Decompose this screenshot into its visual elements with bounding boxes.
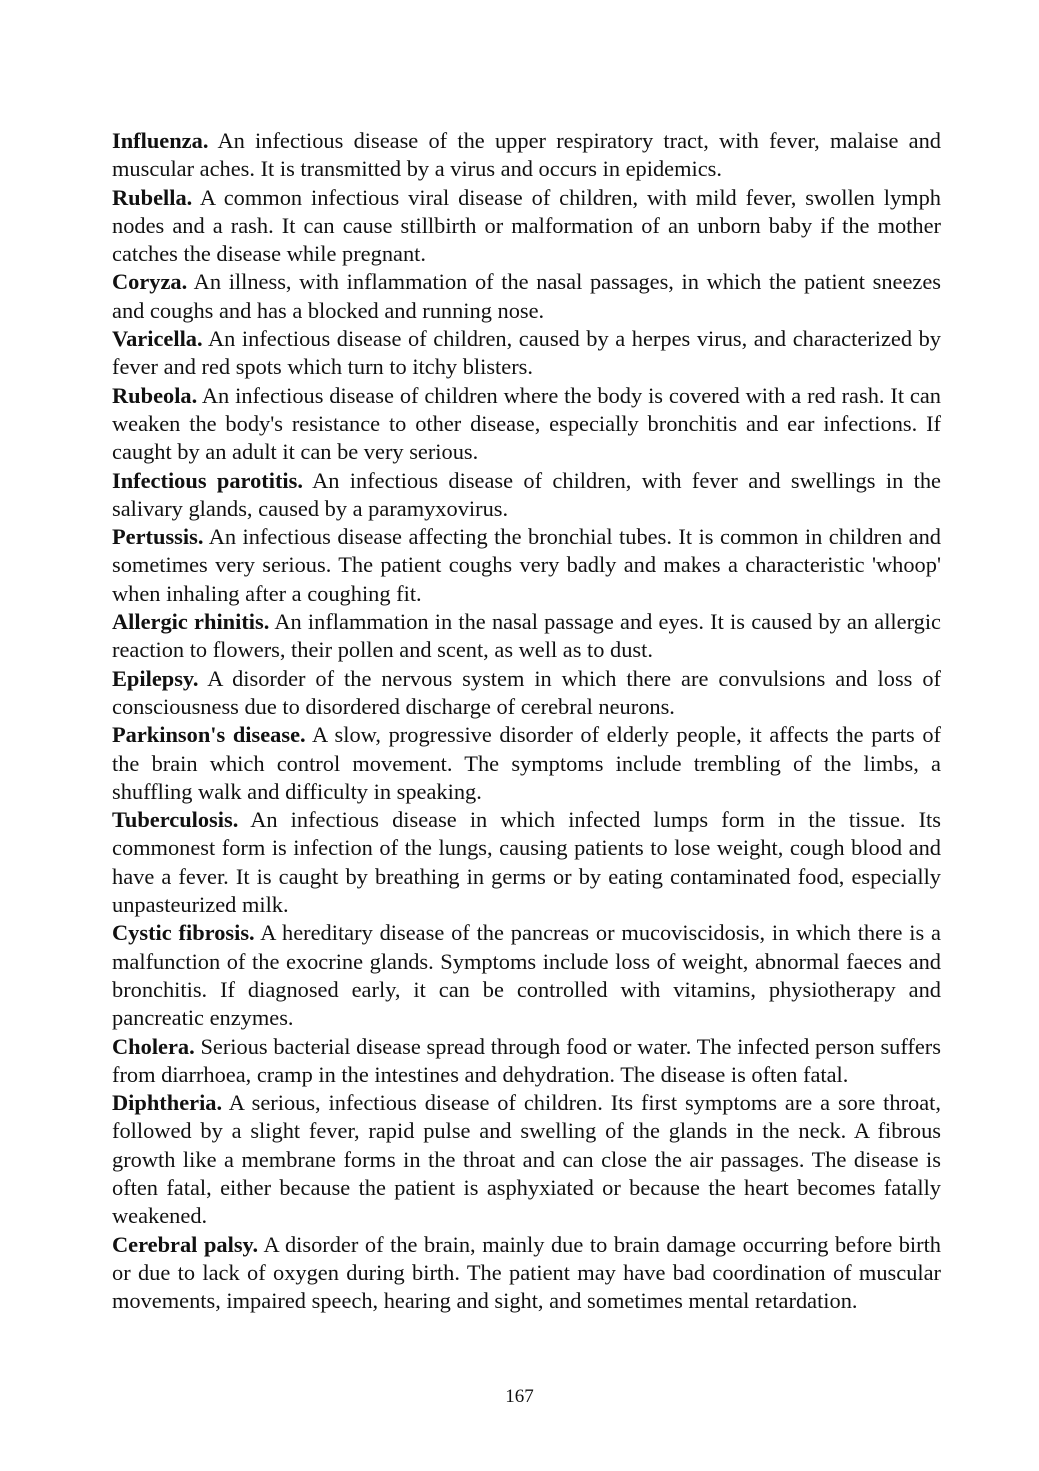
entry-coryza (112, 268, 941, 325)
entry-term: Pertussis. (112, 524, 204, 550)
entry-definition: An infectious disease affecting the bronchial tubes. It is common in children and sometimes very serious. The patient coughs very badly and makes a characteristic 'whoop' when inhaling after a coughing fit. (112, 524, 941, 606)
entry-rubeola (112, 382, 941, 467)
entry-definition: An infectious disease of the upper respiratory tract, with fever, malaise and muscular aches. It is transmitted by a virus and occurs in epidemics. (112, 128, 941, 182)
entry-parkinsons-disease (112, 721, 941, 806)
entry-term: Rubeola. (112, 382, 198, 408)
entry-term: Epilepsy. (112, 665, 199, 691)
entry-term: Cerebral palsy. (112, 1231, 259, 1257)
entry-definition: An inflammation in the nasal passage and eyes. It is caused by an allergic reaction to flowers, their pollen and scent, as well as to dust. (112, 609, 941, 663)
entry-term: Coryza. (112, 269, 188, 295)
entry-definition: An infectious disease of children where the body is covered with a red rash. It can weaken the body's resistance to other disease, especially bronchitis and ear infections. If caught by an adult it can be very serious. (112, 382, 941, 465)
entry-tuberculosis (112, 806, 941, 919)
entry-definition: A slow, progressive disorder of elderly people, it affects the parts of the brain which control movement. The symptoms include trembling of the limbs, a shuffling walk and difficulty in speaking. (112, 722, 941, 804)
entry-cerebral-palsy (112, 1231, 941, 1316)
entry-cystic-fibrosis (112, 919, 941, 1032)
entry-term: Influenza. (112, 128, 209, 153)
entry-cholera (112, 1033, 941, 1090)
entry-term: Varicella. (112, 326, 203, 352)
entry-definition: A hereditary disease of the pancreas or mucoviscidosis, in which there is a malfunction of the exocrine glands. Symptoms include loss of weight, abnormal faeces and bronchitis. If diagnosed early, it can be controlled with vitamins, physiotherapy and pancreatic enzymes. (112, 920, 941, 1031)
entry-term: Cholera. (112, 1033, 195, 1059)
entry-definition: A serious, infectious disease of children. Its first symptoms are a sore throat, followed by a slight fever, rapid pulse and swelling of the glands in the neck. A fibrous growth like a membrane forms in the throat and can close the air passages. The disease is often fatal, either because the patient is asphyxiated or because the heart becomes fatally weakened. (112, 1090, 941, 1229)
entry-infectious-parotitis (112, 467, 941, 524)
entry-epilepsy (112, 665, 941, 722)
entry-allergic-rhinitis (112, 608, 941, 665)
entry-definition: An illness, with inflammation of the nasal passages, in which the patient sneezes and coughs and has a blocked and running nose. (112, 269, 941, 323)
page-body (112, 127, 941, 1315)
entry-term: Cystic fibrosis. (112, 920, 255, 946)
entry-term: Parkinson's disease. (112, 722, 306, 748)
entry-term: Allergic rhinitis. (112, 609, 270, 635)
entry-term: Tuberculosis. (112, 807, 239, 833)
entry-definition: An infectious disease of children, with fever and swellings in the salivary glands, caused by a paramyxovirus. (112, 467, 941, 521)
entry-pertussis (112, 523, 941, 608)
entry-definition: A common infectious viral disease of children, with mild fever, swollen lymph nodes and a rash. It can cause stillbirth or malformation of an unborn baby if the mother catches the disease while pregnant. (112, 184, 941, 267)
entry-varicella (112, 325, 941, 382)
entry-definition: An infectious disease in which infected lumps form in the tissue. Its commonest form is infection of the lungs, causing patients to lose weight, cough blood and have a fever. It is caught by breathing in germs or by eating contaminated food, especially unpasteurized milk. (112, 807, 941, 918)
entry-rubella (112, 184, 941, 269)
page-number: 167 (505, 1386, 534, 1407)
entry-term: Rubella. (112, 184, 193, 210)
entry-definition: A disorder of the nervous system in which there are convulsions and loss of consciousness due to disordered discharge of cerebral neurons. (112, 665, 941, 719)
entry-influenza (112, 127, 941, 184)
entry-term: Diphtheria. (112, 1090, 223, 1116)
entry-term: Infectious parotitis. (112, 467, 303, 493)
entry-definition: Serious bacterial disease spread through food or water. The infected person suffers from diarrhoea, cramp in the intestines and dehydration. The disease is often fatal. (112, 1033, 941, 1087)
entry-diphtheria (112, 1089, 941, 1230)
entry-definition: An infectious disease of children, caused by a herpes virus, and characterized by fever and red spots which turn to itchy blisters. (112, 326, 941, 380)
entry-definition: A disorder of the brain, mainly due to brain damage occurring before birth or due to lack of oxygen during birth. The patient may have bad coordination of muscular movements, impaired speech, hearing and sight, and sometimes mental retardation. (112, 1231, 942, 1314)
